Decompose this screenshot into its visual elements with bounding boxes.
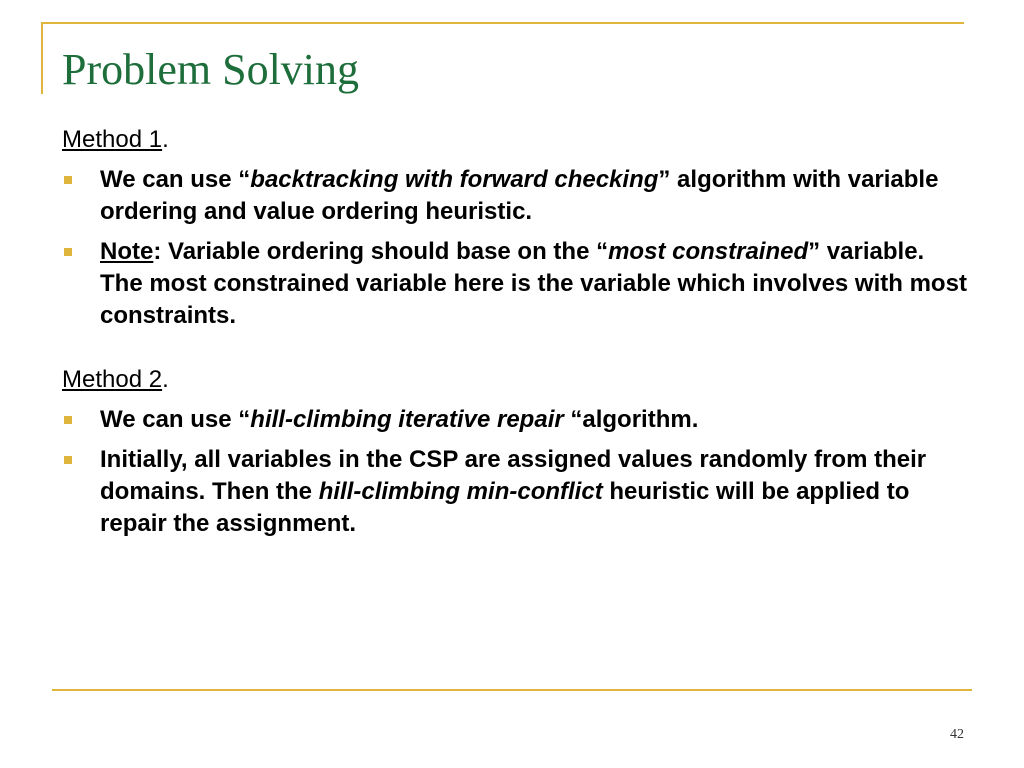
method-1-heading <box>62 124 972 156</box>
bullet-text-prefix: We can use “ <box>100 406 251 433</box>
bullet-text-emphasis: hill-climbing iterative repair <box>250 406 564 433</box>
page-number: 42 <box>950 727 964 742</box>
method-2-bullet-1 <box>62 404 972 436</box>
method-2-bullet-2 <box>62 444 972 540</box>
slide-body <box>62 124 972 540</box>
title-accent-horizontal-line <box>41 22 964 24</box>
method-1-bullet-1 <box>62 164 972 228</box>
method-2-heading <box>62 364 972 396</box>
title-accent-vertical-line <box>41 22 43 94</box>
note-label: Note <box>100 238 154 265</box>
section-spacer <box>62 332 972 364</box>
bullet-text-prefix: We can use “ <box>100 166 251 193</box>
bullet-square-icon <box>64 248 72 256</box>
bullet-text-prefix: : Variable ordering should base on the “ <box>153 238 609 265</box>
method-1-label-suffix: . <box>162 126 169 153</box>
bullet-text-prefix: Initially, all variables in the CSP are assigned values randomly from their domains. Then the <box>100 446 927 505</box>
bullet-square-icon <box>64 416 72 424</box>
bullet-square-icon <box>64 176 72 184</box>
bullet-text-emphasis: most constrained <box>608 238 809 265</box>
method-1-bullet-2 <box>62 236 972 332</box>
bullet-text-suffix: ” algorithm with variable ordering and value ordering heuristic. <box>100 166 939 225</box>
method-2-label-suffix: . <box>162 366 169 393</box>
bullet-text-suffix: ” variable. The most constrained variable here is the variable which involves with most constraints. <box>100 238 967 329</box>
bullet-square-icon <box>64 456 72 464</box>
bullet-text-emphasis: hill-climbing min-conflict <box>318 478 603 505</box>
bullet-text-emphasis: backtracking with forward checking <box>250 166 659 193</box>
bullet-text-suffix: “algorithm. <box>563 406 699 433</box>
footer-divider-line <box>52 689 972 691</box>
bullet-text-suffix: heuristic will be applied to repair the assignment. <box>100 478 910 537</box>
slide-title: Problem Solving <box>62 45 360 94</box>
method-2-label: Method 2 <box>62 366 163 393</box>
method-1-label: Method 1 <box>62 126 163 153</box>
